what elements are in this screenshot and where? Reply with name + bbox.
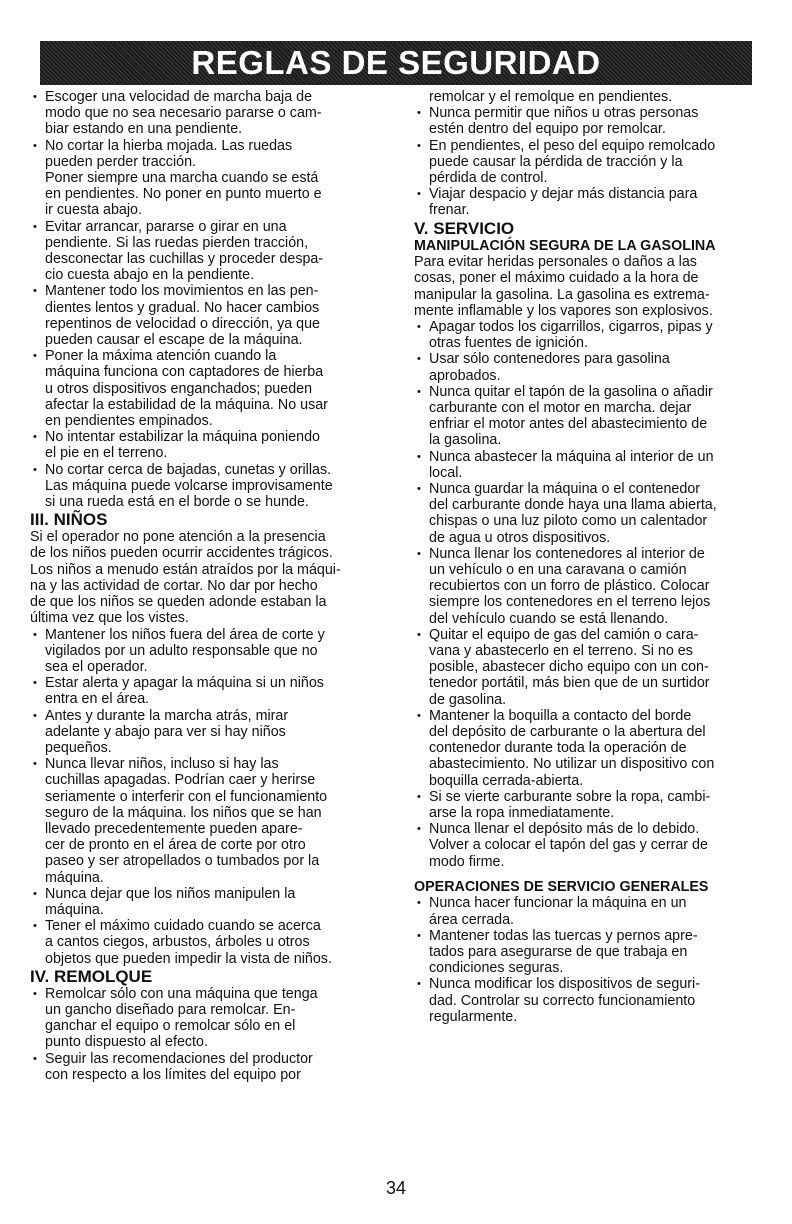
list-item: • Quitar el equipo de gas del camión o cara- vana y abastecerlo en el terreno. Si no es posible, abastecer dicho equipo con un con- tenedor portátil, más bien que de un surtidor de gasolina. bbox=[414, 627, 752, 708]
list-item: • Mantener los niños fuera del área de corte y vigilados por un adulto responsable que no sea el operador. bbox=[30, 627, 368, 676]
list-item: • Nunca abastecer la máquina al interior de un local. bbox=[414, 449, 752, 481]
list-item: • Nunca dejar que los niños manipulen la máquina. bbox=[30, 886, 368, 918]
list-item: • No cortar la hierba mojada. Las ruedas pueden perder tracción. Poner siempre una marcha cuando se está en pendientes. No poner en punto muerto e ir cuesta abajo. bbox=[30, 138, 368, 219]
list-item: • Nunca modificar los dispositivos de seguri- dad. Controlar su correcto funcionamiento regularmente. bbox=[414, 976, 752, 1025]
list-item: • Nunca llevar niños, incluso si hay las cuchillas apagadas. Podrían caer y herirse seriamente o interferir con el funcionamiento seguro de la máquina. los niños que se han llevado precedentemente pueden apare- cer de pronto en el área de corte por otro paseo y ser atropellados o tumbados por la máquina. bbox=[30, 756, 368, 886]
list-item: • Si se vierte carburante sobre la ropa, cambi- arse la ropa inmediatamente. bbox=[414, 789, 752, 821]
list-item: • Mantener todas las tuercas y pernos apre- tados para asegurarse de que trabaja en condiciones seguras. bbox=[414, 928, 752, 977]
list-item: • Usar sólo contenedores para gasolina aprobados. bbox=[414, 351, 752, 383]
subheading-operaciones: OPERACIONES DE SERVICIO GENERALES bbox=[414, 878, 709, 895]
remolque-continuation: remolcar y el remolque en pendientes. bbox=[429, 89, 673, 105]
spacer bbox=[414, 870, 752, 879]
list-item: • Estar alerta y apagar la máquina si un niños entra en el área. bbox=[30, 675, 368, 707]
list-item: • No cortar cerca de bajadas, cunetas y orillas. Las máquina puede volcarse improvisamente si una rueda está en el borde o se hunde. bbox=[30, 462, 368, 511]
gasolina-paragraph: Para evitar heridas personales o daños a las cosas, poner el máximo cuidado a la hora de manipular la gasolina. La gasolina es extrema- mente inflamable y los vapores son explosivos. bbox=[414, 254, 713, 319]
gasolina-bullet-list bbox=[414, 319, 752, 870]
page-number: 34 bbox=[385, 1178, 407, 1198]
operaciones-bullet-list bbox=[414, 895, 752, 1025]
remolque-bullet-list-cont bbox=[414, 105, 752, 218]
slope-bullet-list bbox=[30, 89, 368, 510]
left-column bbox=[30, 89, 368, 1083]
section-heading-servicio: V. SERVICIO bbox=[414, 218, 515, 238]
page-title: REGLAS DE SEGURIDAD bbox=[191, 44, 601, 81]
title-banner bbox=[40, 41, 752, 85]
right-column bbox=[414, 89, 752, 1025]
list-item: • En pendientes, el peso del equipo remolcado puede causar la pérdida de tracción y la pérdida de control. bbox=[414, 138, 752, 187]
list-item: • Nunca quitar el tapón de la gasolina o añadir carburante con el motor en marcha. dejar enfriar el motor antes del abastecimiento de la gasolina. bbox=[414, 384, 752, 449]
subheading-gasolina: MANIPULACIÓN SEGURA DE LA GASOLINA bbox=[414, 237, 716, 254]
remolque-bullet-list bbox=[30, 986, 368, 1083]
list-item: • Poner la máxima atención cuando la máquina funciona con captadores de hierba u otros dispositivos enganchados; pueden afectar la estabilidad de la máquina. No usar en pendientes empinados. bbox=[30, 348, 368, 429]
list-item: • Tener el máximo cuidado cuando se acerca a cantos ciegos, arbustos, árboles u otros objetos que pueden impedir la vista de niños. bbox=[30, 918, 368, 967]
list-item: • Nunca llenar los contenedores al interior de un vehículo o en una caravana o camión recubiertos con un forro de plástico. Colocar siempre los contenedores en el terreno lejos del vehículo cuando se está llenando. bbox=[414, 546, 752, 627]
list-item: • Seguir las recomendaciones del productor con respecto a los límites del equipo por bbox=[30, 1051, 368, 1083]
list-item: • Remolcar sólo con una máquina que tenga un gancho diseñado para remolcar. En- ganchar el equipo o remolcar sólo en el punto dispuesto al efecto. bbox=[30, 986, 368, 1051]
list-item: • Viajar despacio y dejar más distancia para frenar. bbox=[414, 186, 752, 218]
section-heading-remolque: IV. REMOLQUE bbox=[30, 966, 153, 986]
list-item: • Nunca hacer funcionar la máquina en un área cerrada. bbox=[414, 895, 752, 927]
list-item: • Apagar todos los cigarrillos, cigarros, pipas y otras fuentes de ignición. bbox=[414, 319, 752, 351]
list-item: • Evitar arrancar, pararse o girar en una pendiente. Si las ruedas pierden tracción, desconectar las cuchillas y proceder despa- cio cuesta abajo en la pendiente. bbox=[30, 219, 368, 284]
list-item: • Mantener la boquilla a contacto del borde del depósito de carburante o la abertura del contenedor durante toda la operación de abastecimiento. No utilizar un dispositivo con boquilla cerrada-abierta. bbox=[414, 708, 752, 789]
ninos-bullet-list bbox=[30, 627, 368, 967]
section-heading-ninos: III. NIÑOS bbox=[30, 510, 108, 530]
list-item: • Nunca llenar el depósito más de lo debido. Volver a colocar el tapón del gas y cerrar de modo firme. bbox=[414, 821, 752, 870]
list-item: • Escoger una velocidad de marcha baja de modo que no sea necesario pararse o cam- biar estando en una pendiente. bbox=[30, 89, 368, 138]
list-item: • No intentar estabilizar la máquina poniendo el pie en el terreno. bbox=[30, 429, 368, 461]
list-item: • Nunca guardar la máquina o el contenedor del carburante donde haya una llama abierta, chispas o una luz piloto como un calentador de agua u otros dispositivos. bbox=[414, 481, 752, 546]
list-item: • Nunca permitir que niños u otras personas estén dentro del equipo por remolcar. bbox=[414, 105, 752, 137]
list-item: • Antes y durante la marcha atrás, mirar adelante y abajo para ver si hay niños pequeños. bbox=[30, 708, 368, 757]
list-item: • Mantener todo los movimientos en las pen- dientes lentos y gradual. No hacer cambios repentinos de velocidad o dirección, ya que pueden causar el escape de la máquina. bbox=[30, 283, 368, 348]
ninos-paragraph: Si el operador no pone atención a la presencia de los niños pueden ocurrir accidentes trágicos. Los niños a menudo están atraídos por la máqui- na y las actividad de cortar. No dar por hecho de que los niños se queden adonde estaban la última vez que los vistes. bbox=[30, 529, 341, 627]
